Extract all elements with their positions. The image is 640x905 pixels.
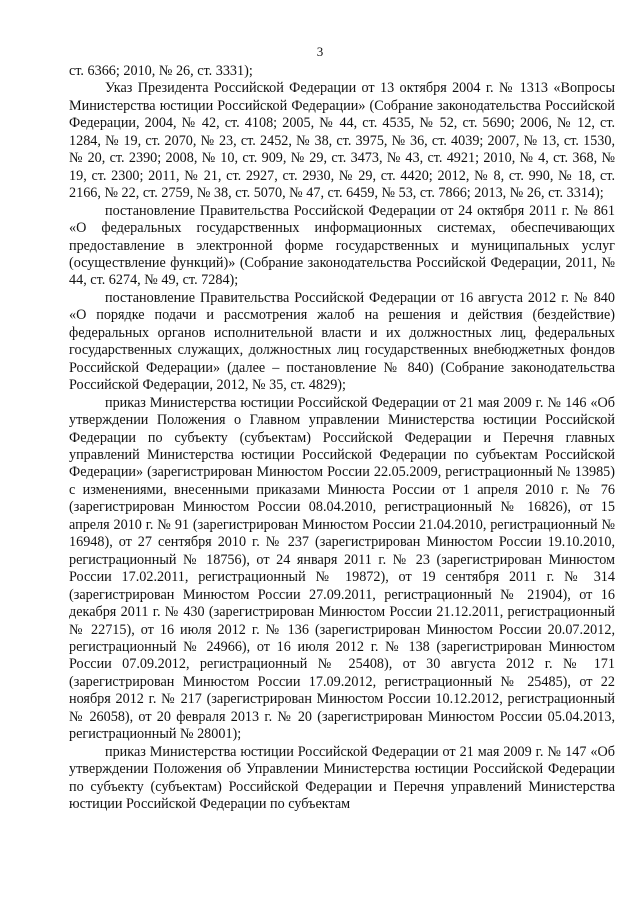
document-body [69,63,615,813]
paragraph-government-resolution-840: постановление Правительства Российской Федерации от 16 августа 2012 г. № 840 «О порядке подачи и рассмотрения жалоб на решения и действия (бездействие) федеральных органов исполнительной власти и их должностных лиц, федеральных государственных служащих, должностных лиц государственных внебюджетных фондов Российской Федерации» (далее – постановление № 840) (Собрание законодательства Российской Федерации, 2012, № 35, ст. 4829); [69,289,615,394]
paragraph-presidential-decree: Указ Президента Российской Федерации от 13 октября 2004 г. № 1313 «Вопросы Министерства юстиции Российской Федерации» (Собрание законодательства Российской Федерации, 2004, № 42, ст. 4108; 2005, № 44, ст. 4535, № 52, ст. 5690; 2006, № 12, ст. 1284, № 19, ст. 2070, № 23, ст. 2452, № 38, ст. 3975, № 36, ст. 4039; 2007, № 13, ст. 1530, № 20, ст. 2390; 2008, № 10, ст. 909, № 29, ст. 3473, № 43, ст. 4921; 2010, № 4, ст. 368, № 19, ст. 2300; 2011, № 21, ст. 2927, ст. 2930, № 29, ст. 4420; 2012, № 8, ст. 990, № 18, ст. 2166, № 22, ст. 2759, № 38, ст. 5070, № 47, ст. 6459, № 53, ст. 7866; 2013, № 26, ст. 3314); [69,80,615,202]
paragraph-government-resolution-861: постановление Правительства Российской Федерации от 24 октября 2011 г. № 861 «О федеральных государственных информационных системах, обеспечивающих предоставление в электронной форме государственных и муниципальных услуг (осуществление функций)» (Собрание законодательства Российской Федерации, 2011, № 44, ст. 6274, № 49, ст. 7284); [69,202,615,289]
page-number: 3 [316,44,324,59]
paragraph-continuation: ст. 6366; 2010, № 26, ст. 3331); [69,63,253,79]
paragraph-ministry-order-147: приказ Министерства юстиции Российской Федерации от 21 мая 2009 г. № 147 «Об утверждении Положения об Управлении Министерства юстиции Российской Федерации по субъекту (субъектам) Российской Федерации и Перечня управлений Министерства юстиции Российской Федерации по субъектам [69,743,615,813]
paragraph-ministry-order-146: приказ Министерства юстиции Российской Федерации от 21 мая 2009 г. № 146 «Об утверждении Положения о Главном управлении Министерства юстиции Российской Федерации по субъекту (субъектам) Российской Федерации и Перечня главных управлений Министерства юстиции Российской Федерации по субъектам Российской Федерации» (зарегистрирован Минюстом России 22.05.2009, регистрационный № 13985) с изменениями, внесенными приказами Минюста России от 1 апреля 2010 г. № 76 (зарегистрирован Минюстом России 08.04.2010, регистрационный № 16826), от 15 апреля 2010 г. № 91 (зарегистрирован Минюстом России 21.04.2010, регистрационный № 16948), от 27 сентября 2010 г. № 237 (зарегистрирован Минюстом России 19.10.2010, регистрационный № 18756), от 24 января 2011 г. № 23 (зарегистрирован Минюстом России 17.02.2011, регистрационный № 19872), от 19 сентября 2011 г. № 314 (зарегистрирован Минюстом России 27.09.2011, регистрационный № 21904), от 16 декабря 2011 г. № 430 (зарегистрирован Минюстом России 21.12.2011, регистрационный № 22715), от 16 июля 2012 г. № 136 (зарегистрирован Минюстом России 20.07.2012, регистрационный № 24966), от 16 июля 2012 г. № 138 (зарегистрирован Минюстом России 07.09.2012, регистрационный № 25408), от 30 августа 2012 г. № 171 (зарегистрирован Минюстом России 17.09.2012, регистрационный № 25485), от 22 ноября 2012 г. № 217 (зарегистрирован Минюстом России 10.12.2012, регистрационный № 26058), от 20 февраля 2013 г. № 20 (зарегистрирован Минюстом России 05.04.2013, регистрационный № 28001); [69,394,615,743]
